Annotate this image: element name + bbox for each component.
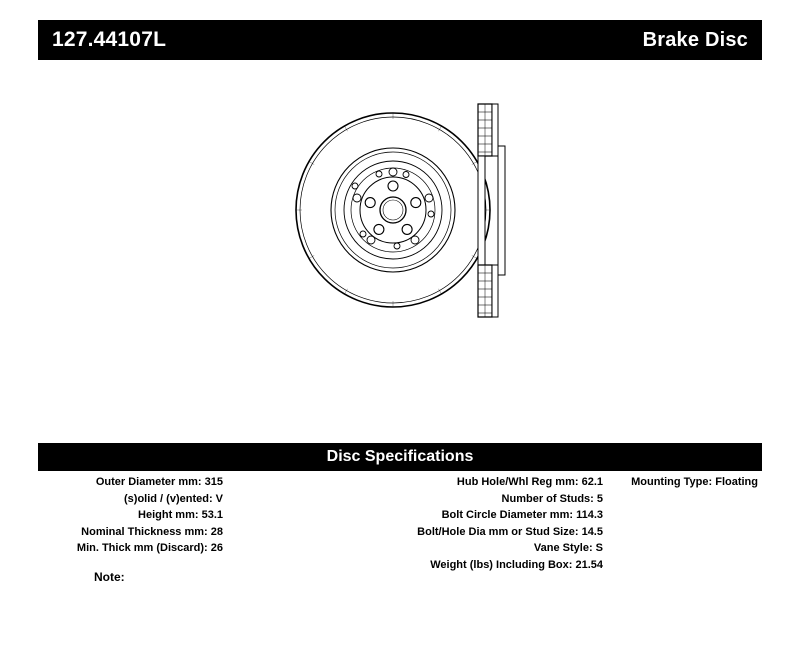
part-number: 127.44107L: [52, 28, 167, 51]
spec-title-bar: [38, 443, 762, 471]
spec-column-left: [38, 474, 223, 573]
spec-item: Bolt Circle Diameter mm: 114.3: [441, 509, 603, 521]
spec-columns: [38, 474, 762, 573]
header-bar: [38, 20, 762, 60]
spec-title: Disc Specifications: [326, 448, 474, 465]
rotor-side-view: [458, 98, 528, 323]
technical-drawing: [38, 70, 762, 430]
spec-item: Min. Thick mm (Discard): 26: [76, 542, 223, 554]
spec-item: Mounting Type: Floating: [631, 476, 758, 488]
spec-item: (s)olid / (v)ented: V: [124, 492, 223, 505]
spec-item: Weight (lbs) Including Box: 21.54: [430, 558, 603, 571]
spec-column-middle: [223, 474, 603, 573]
spec-item: Number of Studs: 5: [501, 492, 603, 505]
product-type: Brake Disc: [642, 28, 748, 51]
note-label: Note:: [94, 570, 125, 584]
spec-item: Vane Style: S: [533, 542, 603, 554]
spec-item: Nominal Thickness mm: 28: [81, 525, 223, 538]
spec-item: Height mm: 53.1: [138, 509, 223, 521]
spec-column-right: [603, 474, 762, 573]
spec-item: Outer Diameter mm: 315: [95, 476, 223, 488]
spec-item: Bolt/Hole Dia mm or Stud Size: 14.5: [417, 525, 603, 538]
spec-item: Hub Hole/Whl Reg mm: 62.1: [456, 476, 603, 488]
